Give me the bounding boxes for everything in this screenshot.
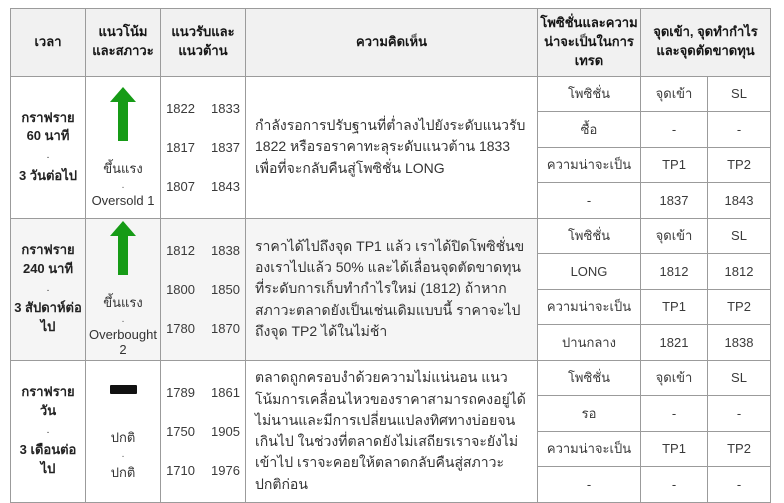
levels-cell [161, 360, 246, 502]
support-value: 1807 [166, 178, 195, 194]
support-value: 1817 [166, 139, 195, 155]
position-value-cell: LONG [538, 254, 641, 290]
trend-label: ปกติ [110, 430, 136, 446]
resistance-value: 1843 [211, 178, 240, 194]
trend-label: ขึ้นแรง [103, 295, 143, 311]
tp2-value-cell: - [708, 467, 771, 503]
trend-condition-label: ปกติ [110, 465, 136, 481]
header-row [11, 9, 771, 77]
position-value-cell: ซื้อ [538, 112, 641, 148]
sl-value-cell: - [708, 112, 771, 148]
probability-header-cell: ความน่าจะเป็น [538, 289, 641, 325]
support-value: 1710 [166, 462, 195, 478]
support-value: 1780 [166, 320, 195, 336]
header-levels: แนวรับและแนวต้าน [161, 9, 246, 77]
resistance-value: 1837 [211, 139, 240, 155]
level-pair [166, 282, 240, 297]
levels-cell [161, 218, 246, 360]
separator-dot: . [121, 179, 125, 191]
separator-dot: . [46, 424, 50, 436]
sl-value-cell: - [708, 396, 771, 432]
comment-cell [246, 76, 538, 218]
trading-signal-table-wrap [10, 8, 771, 503]
tp1-value-cell: 1837 [641, 183, 708, 219]
arrow-head [110, 221, 136, 236]
comment-cell [246, 218, 538, 360]
comment-cell [246, 360, 538, 502]
trend-condition-label: Oversold 1 [91, 192, 155, 208]
timeframe-label: กราฟรายวัน [21, 384, 75, 418]
header-time: เวลา [11, 9, 86, 77]
time-cell [11, 76, 86, 218]
tp2-header-cell: TP2 [708, 431, 771, 467]
horizon-label: 3 สัปดาห์ต่อไป [14, 300, 82, 335]
level-pair [166, 179, 240, 194]
entry-value-cell: - [641, 112, 708, 148]
arrow-shaft [118, 236, 128, 275]
sl-header-cell: SL [708, 218, 771, 254]
sl-header-cell: SL [708, 76, 771, 112]
entry-value-cell: - [641, 396, 708, 432]
level-pair [166, 463, 240, 478]
horizon-label: 3 เดือนต่อไป [19, 442, 77, 477]
probability-value-cell: - [538, 467, 641, 503]
separator-dot: . [46, 150, 50, 162]
separator-dot: . [46, 282, 50, 294]
position-value-cell: รอ [538, 396, 641, 432]
row-60min [11, 76, 771, 112]
level-pair [166, 140, 240, 155]
time-cell [11, 218, 86, 360]
support-value: 1750 [166, 423, 195, 439]
entry-header-cell: จุดเข้า [641, 218, 708, 254]
entry-header-cell: จุดเข้า [641, 76, 708, 112]
comment-text: ราคาได้ไปถึงจุด TP1 แล้ว เราได้ปิดโพซิชั่นของเราไปแล้ว 50% และได้เลื่อนจุดตัดขาดทุนที่ระดับการเก็บทำกำไรใหม่ (1812) ถ้าหากสภาวะตลาดยังเป็นเช่นเดิมแบบนี้ ราคาจะไปถึงจุด TP2 ได้ในไม่ช้า [255, 237, 525, 339]
green-up-arrow-icon [110, 221, 136, 275]
level-pair [166, 424, 240, 439]
trading-signal-table [10, 8, 771, 503]
header-trend: แนวโน้มและสภาวะ [86, 9, 161, 77]
green-up-arrow-icon [110, 87, 136, 141]
position-header-cell: โพซิชั่น [538, 218, 641, 254]
level-pair [166, 243, 240, 258]
row-240min [11, 218, 771, 254]
probability-header-cell: ความน่าจะเป็น [538, 147, 641, 183]
resistance-value: 1905 [211, 423, 240, 439]
level-pair [166, 101, 240, 116]
position-header-cell: โพซิชั่น [538, 360, 641, 396]
tp2-value-cell: 1843 [708, 183, 771, 219]
support-value: 1789 [166, 384, 195, 400]
row-daily [11, 360, 771, 396]
resistance-value: 1861 [211, 384, 240, 400]
trend-cell [86, 218, 161, 360]
trend-condition-label: Overbought 2 [89, 327, 157, 358]
support-value: 1812 [166, 242, 195, 258]
arrow-head [110, 87, 136, 102]
tp1-header-cell: TP1 [641, 147, 708, 183]
tp2-header-cell: TP2 [708, 147, 771, 183]
trend-label: ขึ้นแรง [103, 160, 143, 176]
timeframe-label: กราฟราย 60 นาที [21, 109, 75, 144]
sl-header-cell: SL [708, 360, 771, 396]
tp2-header-cell: TP2 [708, 289, 771, 325]
trend-cell [86, 360, 161, 502]
position-header-cell: โพซิชั่น [538, 76, 641, 112]
level-pair [166, 321, 240, 336]
black-neutral-bar-icon [110, 385, 137, 394]
resistance-value: 1838 [211, 242, 240, 258]
trend-cell [86, 76, 161, 218]
probability-value-cell: ปานกลาง [538, 325, 641, 361]
tp1-header-cell: TP1 [641, 289, 708, 325]
header-position: โพซิชั่นและความน่าจะเป็นในการเทรด [538, 9, 641, 77]
tp2-value-cell: 1838 [708, 325, 771, 361]
tp1-header-cell: TP1 [641, 431, 708, 467]
resistance-value: 1870 [211, 320, 240, 336]
separator-dot: . [121, 449, 125, 461]
time-cell [11, 360, 86, 502]
entry-value-cell: 1812 [641, 254, 708, 290]
tp1-value-cell: 1821 [641, 325, 708, 361]
comment-text: ตลาดถูกครอบงำด้วยความไม่แน่นอน แนวโน้มการเคลื่อนไหวของราคาสามารถคงอยู่ได้ไม่นานและมีการเปลี่ยนแปลงทิศทางบ่อยจนเกินไป ในช่วงที่ตลาดยังไม่เสถียรเราจะยังไม่เข้าไป เราจะคอยให้ตลาดกลับคืนสู่สภาวะปกติก่อน [255, 369, 526, 492]
header-points: จุดเข้า, จุดทำกำไรและจุดตัดขาดทุน [641, 9, 771, 77]
probability-header-cell: ความน่าจะเป็น [538, 431, 641, 467]
support-value: 1822 [166, 100, 195, 116]
resistance-value: 1976 [211, 462, 240, 478]
probability-value-cell: - [538, 183, 641, 219]
sl-value-cell: 1812 [708, 254, 771, 290]
separator-dot: . [121, 314, 125, 326]
resistance-value: 1850 [211, 281, 240, 297]
entry-header-cell: จุดเข้า [641, 360, 708, 396]
support-value: 1800 [166, 281, 195, 297]
tp1-value-cell: - [641, 467, 708, 503]
levels-cell [161, 76, 246, 218]
arrow-shaft [118, 102, 128, 141]
comment-text: กำลังรอการปรับฐานที่ต่ำลงไปยังระดับแนวรับ 1822 หรือรอราคาทะลุระดับแนวต้าน 1833 เพื่อที่จะกลับคืนสู่โพซิชั่น LONG [255, 117, 526, 176]
timeframe-label: กราฟราย 240 นาที [21, 242, 75, 276]
header-comment: ความคิดเห็น [246, 9, 538, 77]
horizon-label: 3 วันต่อไป [18, 167, 78, 183]
level-pair [166, 385, 240, 400]
resistance-value: 1833 [211, 100, 240, 116]
